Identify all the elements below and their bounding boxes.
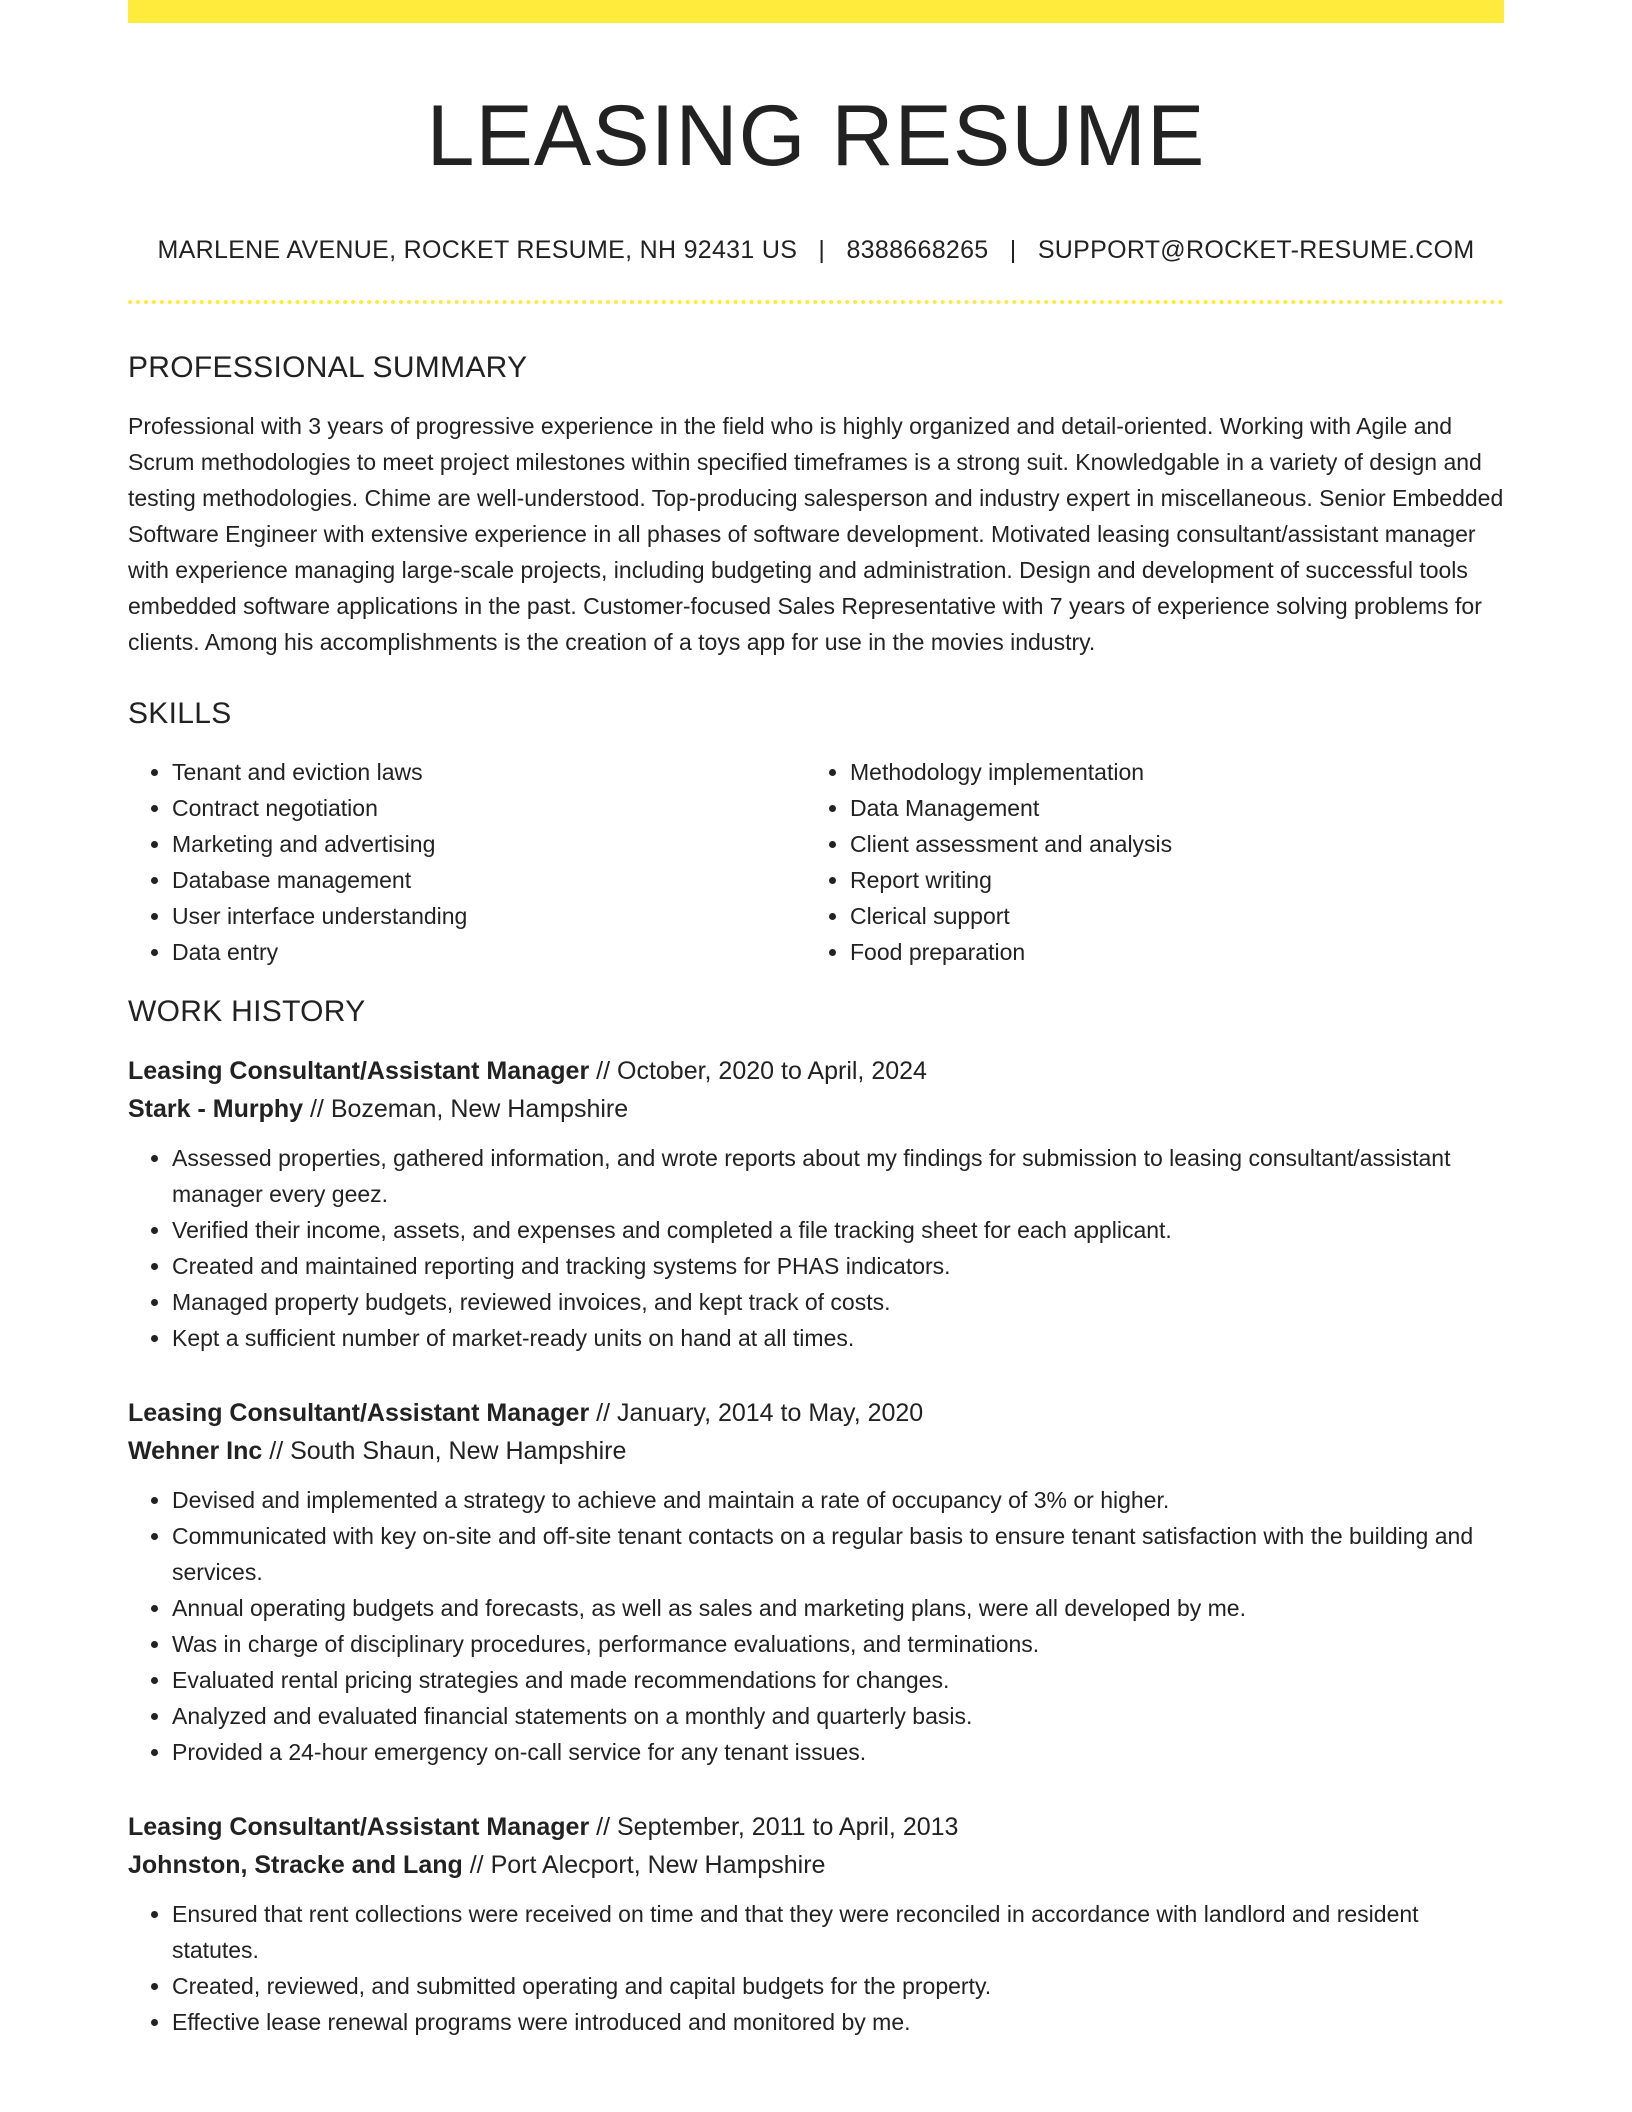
skill-item: • Data Management (850, 790, 1484, 826)
skill-item: • User interface understanding (172, 898, 806, 934)
resume-title: LEASING RESUME (426, 88, 1206, 184)
job-entry (128, 1052, 1504, 1356)
skill-item: • Clerical support (850, 898, 1484, 934)
skill-item: • Data entry (172, 934, 806, 970)
job-location: // South Shaun, New Hampshire (269, 1437, 627, 1466)
skill-item: • Contract negotiation (172, 790, 806, 826)
job-bullet: • Was in charge of disciplinary procedures, performance evaluations, and terminations. (172, 1626, 1504, 1662)
skill-item: • Client assessment and analysis (850, 826, 1484, 862)
job-bullet: • Devised and implemented a strategy to achieve and maintain a rate of occupancy of 3% or higher. (172, 1482, 1504, 1518)
job-dates: // January, 2014 to May, 2020 (596, 1399, 924, 1428)
skill-item: • Methodology implementation (850, 754, 1484, 790)
job-bullet: • Managed property budgets, reviewed invoices, and kept track of costs. (172, 1284, 1504, 1320)
email-link[interactable]: SUPPORT@ROCKET-RESUME.COM (1037, 236, 1475, 265)
skill-item: • Tenant and eviction laws (172, 754, 806, 790)
job-location: // Port Alecport, New Hampshire (469, 1851, 826, 1880)
job-bullets (128, 1140, 1504, 1356)
job-role-line (128, 1808, 1504, 1846)
job-bullet: • Analyzed and evaluated financial statements on a monthly and quarterly basis. (172, 1698, 1504, 1734)
job-bullet: • Assessed properties, gathered information, and wrote reports about my findings for submission to leasing consultant/assistant manager every geez. (172, 1140, 1504, 1212)
job-bullet: • Provided a 24-hour emergency on-call service for any tenant issues. (172, 1734, 1504, 1770)
job-role: Leasing Consultant/Assistant Manager (128, 1057, 590, 1086)
job-bullet: • Annual operating budgets and forecasts, as well as sales and marketing plans, were all developed by me. (172, 1590, 1504, 1626)
job-company-line (128, 1846, 1504, 1884)
job-bullets (128, 1482, 1504, 1770)
address-text: MARLENE AVENUE, ROCKET RESUME, NH 92431 US (157, 236, 798, 265)
skill-item: • Marketing and advertising (172, 826, 806, 862)
job-role: Leasing Consultant/Assistant Manager (128, 1813, 590, 1842)
job-role-line (128, 1052, 1504, 1090)
job-entry (128, 1394, 1504, 1770)
job-role-line (128, 1394, 1504, 1432)
job-location: // Bozeman, New Hampshire (309, 1095, 629, 1124)
job-bullet: • Created and maintained reporting and tracking systems for PHAS indicators. (172, 1248, 1504, 1284)
job-bullet: • Communicated with key on-site and off-site tenant contacts on a regular basis to ensure tenant satisfaction with the building and services. (172, 1518, 1504, 1590)
summary-text: Professional with 3 years of progressive experience in the field who is highly organized and detail-oriented. Working with Agile and Scrum methodologies to meet project milestones within specified timeframes is a strong suit. Knowledgable in a variety of design and testing methodologies. Chime are well-understood. Top-producing salesperson and industry expert in miscellaneous. Senior Embedded Software Engineer with extensive experience in all phases of software development. Motivated leasing consultant/assistant manager with experience managing large-scale projects, including budgeting and administration. Design and development of successful tools embedded software applications in the past. Customer-focused Sales Representative with 7 years of experience solving problems for clients. Among his accomplishments is the creation of a toys app for use in the movies industry. (128, 413, 1504, 656)
job-company-line (128, 1432, 1504, 1470)
phone-text: 8388668265 (846, 236, 989, 265)
contact-line (128, 236, 1504, 265)
skill-item: • Report writing (850, 862, 1484, 898)
job-company: Johnston, Stracke and Lang (128, 1851, 463, 1880)
summary-heading: PROFESSIONAL SUMMARY (128, 351, 528, 385)
skills-left-list (128, 754, 806, 970)
resume-page (128, 0, 1504, 2040)
job-company-line (128, 1090, 1504, 1128)
job-bullets (128, 1896, 1504, 2040)
skill-item: • Food preparation (850, 934, 1484, 970)
job-bullet: • Verified their income, assets, and expenses and completed a file tracking sheet for each applicant. (172, 1212, 1504, 1248)
job-bullet: • Effective lease renewal programs were introduced and monitored by me. (172, 2004, 1504, 2040)
job-role: Leasing Consultant/Assistant Manager (128, 1399, 590, 1428)
job-dates: // October, 2020 to April, 2024 (596, 1057, 927, 1086)
skills-heading: SKILLS (128, 697, 232, 731)
job-bullet: • Evaluated rental pricing strategies and made recommendations for changes. (172, 1662, 1504, 1698)
job-company: Wehner Inc (128, 1437, 263, 1466)
job-bullet: • Created, reviewed, and submitted operating and capital budgets for the property. (172, 1968, 1504, 2004)
job-company: Stark - Murphy (128, 1095, 304, 1124)
job-dates: // September, 2011 to April, 2013 (596, 1813, 959, 1842)
skills-columns (128, 754, 1504, 970)
contact-separator: | (818, 236, 826, 265)
skill-item: • Database management (172, 862, 806, 898)
accent-top-bar (128, 0, 1504, 23)
job-entry (128, 1808, 1504, 2040)
contact-separator: | (1009, 236, 1017, 265)
skills-right-list (806, 754, 1484, 970)
job-bullet: • Ensured that rent collections were received on time and that they were reconciled in accordance with landlord and resident statutes. (172, 1896, 1504, 1968)
job-bullet: • Kept a sufficient number of market-ready units on hand at all times. (172, 1320, 1504, 1356)
dotted-divider (128, 300, 1504, 304)
work-history-heading: WORK HISTORY (128, 995, 366, 1029)
